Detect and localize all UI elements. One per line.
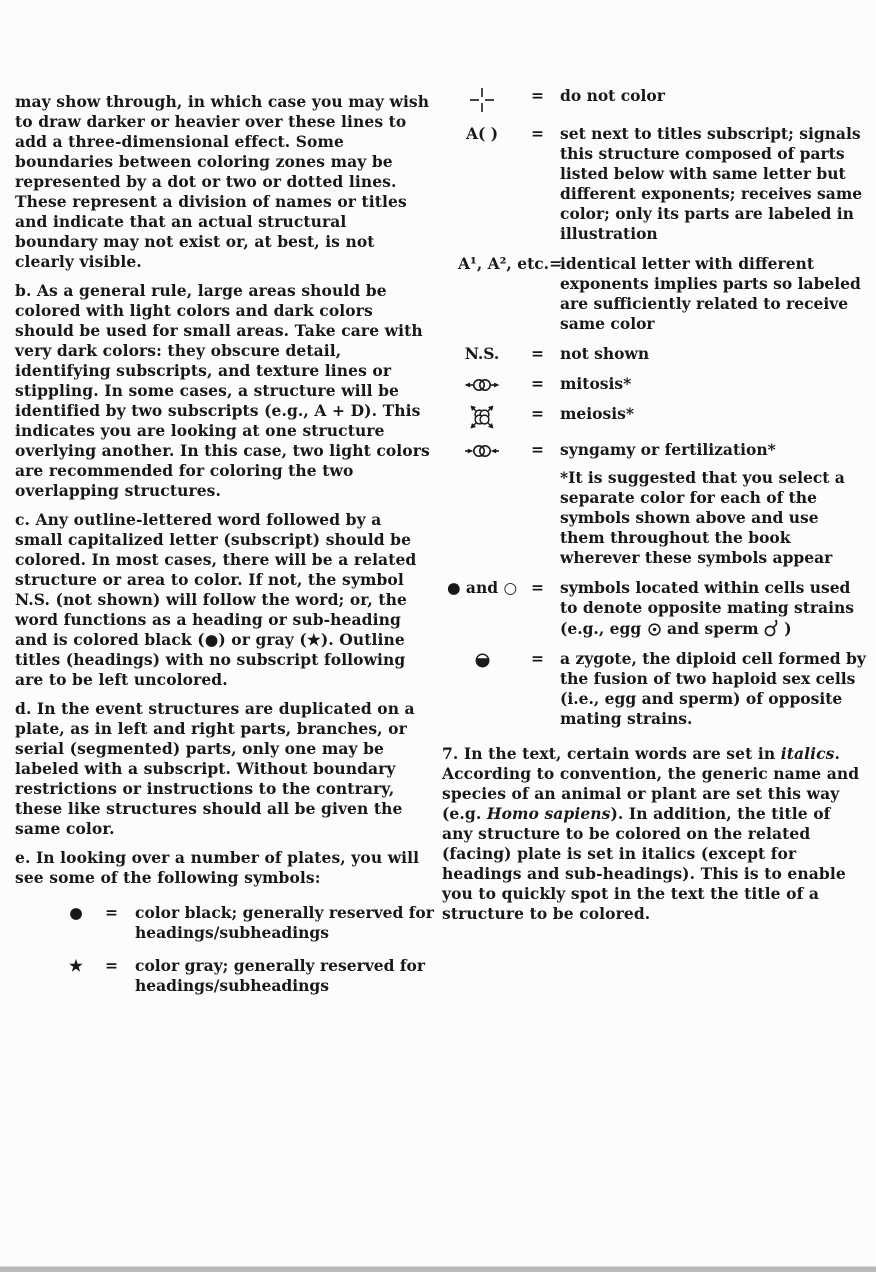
- symbol-row-mating-strains: [442, 578, 866, 639]
- symbol-desc: identical letter with different exponents implies parts so labeled are sufficiently related to receive same color: [560, 254, 861, 333]
- symbol-desc: meiosis*: [560, 404, 634, 423]
- sperm-icon: [764, 619, 779, 638]
- zygote-icon: [442, 649, 522, 729]
- symbol-row-exponents: [442, 254, 866, 334]
- equals-sign: =: [531, 374, 544, 393]
- legend-row-black: [15, 903, 434, 943]
- symbol-desc: do not color: [560, 86, 665, 105]
- para7-species-name: Homo sapiens: [486, 804, 611, 823]
- do-not-color-icon: [442, 86, 522, 114]
- symbol-desc: [560, 578, 866, 639]
- equals-sign: =: [105, 903, 118, 922]
- mating-desc-post: ): [778, 619, 792, 638]
- mating-desc-pre: symbols located within cells used to denote opposite mating strains (e.g., egg: [560, 578, 854, 638]
- para7-text: ). In addition, the title of any structure to be colored on the related (facing) plate is set in italics (except for headings and sub-headings). This is to enable you to quickly spot in the text the title of a structure to be colored.: [442, 804, 846, 923]
- symbol-row-syngamy: [442, 440, 866, 460]
- paragraph-d: d. In the event structures are duplicated on a plate, as in left and right parts, branches, or serial (segmented) parts, only one may be labeled with a subscript. Without boundary restrictions or instructions to the contrary, these like structures should all be given the same color.: [15, 699, 415, 838]
- equals-sign: =: [531, 440, 544, 459]
- paragraph-e: e. In looking over a number of plates, you will see some of the following symbols:: [15, 848, 420, 887]
- syngamy-icon: [442, 440, 522, 460]
- symbol-desc: mitosis*: [560, 374, 632, 393]
- equals-sign: =: [531, 404, 544, 423]
- spacer: [531, 468, 551, 568]
- right-column: [442, 86, 866, 933]
- symbol-row-a-parens: [442, 124, 866, 244]
- legend-desc: color gray; generally reserved for headings/subheadings: [135, 956, 426, 995]
- filled-circle-icon: ●: [69, 903, 83, 922]
- page-bottom-edge: [0, 1266, 876, 1272]
- exponent-letters-label: A¹, A², etc.=: [458, 254, 563, 273]
- symbols-footnote-row: [442, 468, 866, 568]
- meiosis-icon: [442, 404, 522, 430]
- equals-sign: =: [531, 578, 544, 597]
- paragraph-b: b. As a general rule, large areas should be colored with light colors and dark colors should be used for small areas. Take care with very dark colors: they obscure detail, identifying subscripts, and texture lines or stippling. In some cases, a structure will be identified by two subscripts (e.g., A + D). This indicates you are looking at one structure overlying another. In this case, two light colors are recommended for coloring the two overlapping structures.: [15, 281, 430, 500]
- star-icon: ★: [69, 956, 83, 975]
- symbol-row-meiosis: [442, 404, 866, 430]
- legend-desc: color black; generally reserved for headings/subheadings: [135, 903, 434, 942]
- mating-strains-label: ● and ○: [447, 578, 517, 597]
- legend-row-gray: [15, 956, 434, 996]
- symbol-row-zygote: [442, 649, 866, 729]
- equals-sign: =: [531, 344, 544, 363]
- mitosis-icon: [442, 374, 522, 394]
- paragraph-c: c. Any outline-lettered word followed by a small capitalized letter (subscript) should be colored. In most cases, there will be a related structure or area to color. If not, the symbol N.S. (not shown) will follow the word; or, the word functions as a heading or sub-heading and is colored black (●) or gray (★). Outline titles (headings) with no subscript following are to be left uncolored.: [15, 510, 417, 689]
- equals-sign: =: [531, 649, 544, 668]
- para7-text: 7. In the text, certain words are set in: [442, 744, 781, 763]
- paragraph-continuation: may show through, in which case you may wish to draw darker or heavier over these lines to add a three-dimensional effect. Some boundaries between coloring zones may be represented by a dot or two or dotted lines. These represent a division of names or titles and indicate that an actual structural boundary may not exist or, at best, is not clearly visible.: [15, 92, 430, 271]
- symbol-desc: a zygote, the diploid cell formed by the fusion of two haploid sex cells (i.e., egg and sperm) of opposite mating strains.: [560, 649, 866, 728]
- paragraph-7: [442, 744, 866, 924]
- mating-desc-mid: and sperm: [661, 619, 764, 638]
- spacer: [442, 468, 522, 568]
- egg-icon: [647, 619, 662, 638]
- symbols-footnote: *It is suggested that you select a separate color for each of the symbols shown above and use them throughout the book wherever these symbols appear: [560, 468, 845, 567]
- a-parens-label: A( ): [465, 124, 499, 143]
- equals-sign: =: [531, 124, 544, 143]
- equals-sign: =: [531, 86, 544, 105]
- para7-italics-word: italics: [780, 744, 835, 763]
- symbol-row-mitosis: [442, 374, 866, 394]
- equals-sign: =: [105, 956, 118, 975]
- symbol-row-ns: [442, 344, 866, 364]
- ns-label: N.S.: [464, 344, 500, 363]
- left-symbol-legend: [15, 903, 434, 996]
- left-column: [15, 92, 434, 1009]
- symbol-desc: syngamy or fertilization*: [560, 440, 776, 459]
- symbol-row-do-not-color: [442, 86, 866, 114]
- symbol-desc: set next to titles subscript; signals this structure composed of parts listed below with same letter but different exponents; receives same color; only its parts are labeled in illustration: [560, 124, 863, 243]
- para7-text: . According to convention, the generic name and species of an animal or plant are set this way (e.g.: [442, 744, 860, 823]
- symbol-desc: not shown: [560, 344, 650, 363]
